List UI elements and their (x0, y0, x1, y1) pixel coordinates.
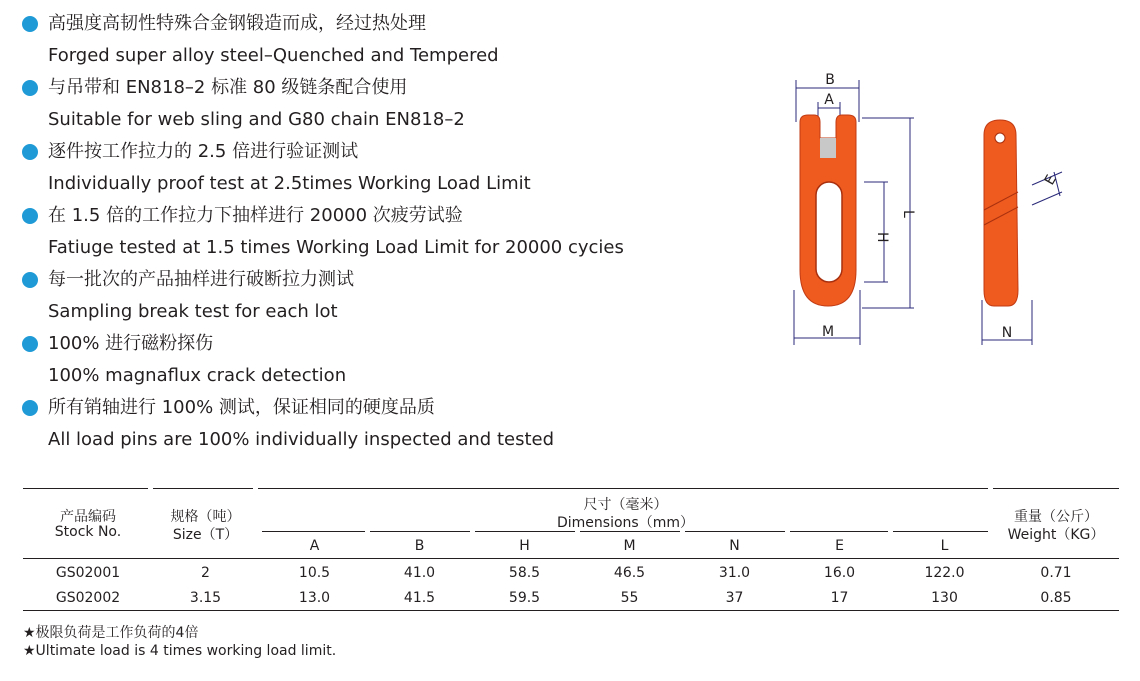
feature-en: 100% magnaflux crack detection (48, 365, 347, 386)
eye-opening (816, 182, 842, 282)
cell-L: 122.0 (924, 565, 965, 581)
label-E: E (1041, 172, 1060, 188)
cell-B: 41.5 (403, 590, 436, 606)
table-top-rule (258, 488, 988, 489)
feature-en: Sampling break test for each lot (48, 301, 338, 322)
label-L: L (900, 210, 916, 218)
feature-item (22, 392, 722, 456)
feature-zh: 高强度高韧性特殊合金钢锻造而成，经过热处理 (48, 13, 426, 34)
cell-E: 16.0 (823, 565, 856, 581)
cell-E: 17 (830, 590, 849, 606)
dim-header-en: Dimensions（mm） (557, 515, 694, 531)
feature-item (22, 8, 722, 72)
table-top-rule (153, 488, 253, 489)
size-header-en: Size（T） (172, 527, 239, 543)
stock-header-zh: 产品编码 (60, 509, 116, 525)
cell-weight: 0.85 (1040, 590, 1072, 606)
cell-H: 58.5 (508, 565, 541, 581)
label-M: M (821, 324, 835, 340)
cell-weight: 0.71 (1040, 565, 1072, 581)
stock-header-en: Stock No. (54, 524, 122, 540)
cell-A: 10.5 (298, 565, 331, 581)
pin-hole (995, 133, 1005, 143)
feature-en: Individually proof test at 2.5times Working Load Limit (48, 173, 531, 194)
footnotes (23, 624, 336, 660)
cell-stock: GS02001 (55, 565, 121, 581)
weight-header-en: Weight（KG） (1007, 527, 1105, 543)
product-drawing (770, 60, 1130, 360)
feature-zh: 逐件按工作拉力的 2.5 倍进行验证测试 (48, 141, 359, 162)
cell-M: 46.5 (613, 565, 646, 581)
cell-L: 130 (931, 590, 958, 606)
table-row (23, 590, 1119, 610)
table-top-rule (23, 488, 148, 489)
feature-zh: 在 1.5 倍的工作拉力下抽样进行 20000 次疲劳试验 (48, 205, 463, 226)
note-zh: ★极限负荷是工作负荷的4倍 (23, 625, 199, 641)
col-header-L: L (940, 538, 949, 554)
label-N: N (1001, 325, 1013, 341)
feature-item (22, 136, 722, 200)
feature-zh: 100% 进行磁粉探伤 (48, 333, 214, 354)
cell-B: 41.0 (403, 565, 436, 581)
feature-en: Suitable for web sling and G80 chain EN818–2 (48, 109, 465, 130)
col-header-H: H (519, 538, 530, 554)
cell-N: 31.0 (718, 565, 751, 581)
cell-size: 2 (201, 565, 210, 581)
col-header-E: E (835, 538, 844, 554)
cell-N: 37 (725, 590, 744, 606)
label-B: B (825, 72, 835, 88)
dim-header-zh: 尺寸（毫米） (583, 497, 668, 513)
table-row (23, 565, 1119, 585)
cell-H: 59.5 (508, 590, 541, 606)
col-header-A: A (309, 538, 320, 554)
size-header-zh: 规格（吨） (170, 509, 241, 525)
col-header-B: B (414, 538, 425, 554)
feature-item (22, 72, 722, 136)
col-header-M: M (623, 538, 636, 554)
pin-slot (820, 138, 836, 158)
label-A: A (824, 92, 834, 108)
feature-en: All load pins are 100% individually inspected and tested (48, 429, 555, 450)
feature-item (22, 264, 722, 328)
feature-item (22, 200, 722, 264)
col-header-N: N (729, 538, 740, 554)
cell-A: 13.0 (298, 590, 331, 606)
feature-list (22, 8, 722, 456)
cell-M: 55 (620, 590, 639, 606)
spec-table (23, 490, 1119, 610)
side-body (984, 120, 1018, 306)
cell-size: 3.15 (189, 590, 222, 606)
feature-item (22, 328, 722, 392)
feature-zh: 与吊带和 EN818–2 标准 80 级链条配合使用 (48, 77, 408, 98)
feature-en: Fatiuge tested at 1.5 times Working Load Limit for 20000 cycies (48, 237, 624, 258)
table-top-rule (993, 488, 1119, 489)
feature-zh: 每一批次的产品抽样进行破断拉力测试 (48, 269, 354, 290)
feature-en: Forged super alloy steel–Quenched and Tempered (48, 45, 499, 66)
cell-stock: GS02002 (55, 590, 121, 606)
weight-header-zh: 重量（公斤） (1014, 509, 1098, 525)
label-H: H (874, 232, 890, 243)
feature-zh: 所有销轴进行 100% 测试，保证相同的硬度品质 (48, 397, 435, 418)
table-bottom-rule (23, 610, 1119, 611)
note-en: ★Ultimate load is 4 times working load limit. (23, 643, 337, 659)
